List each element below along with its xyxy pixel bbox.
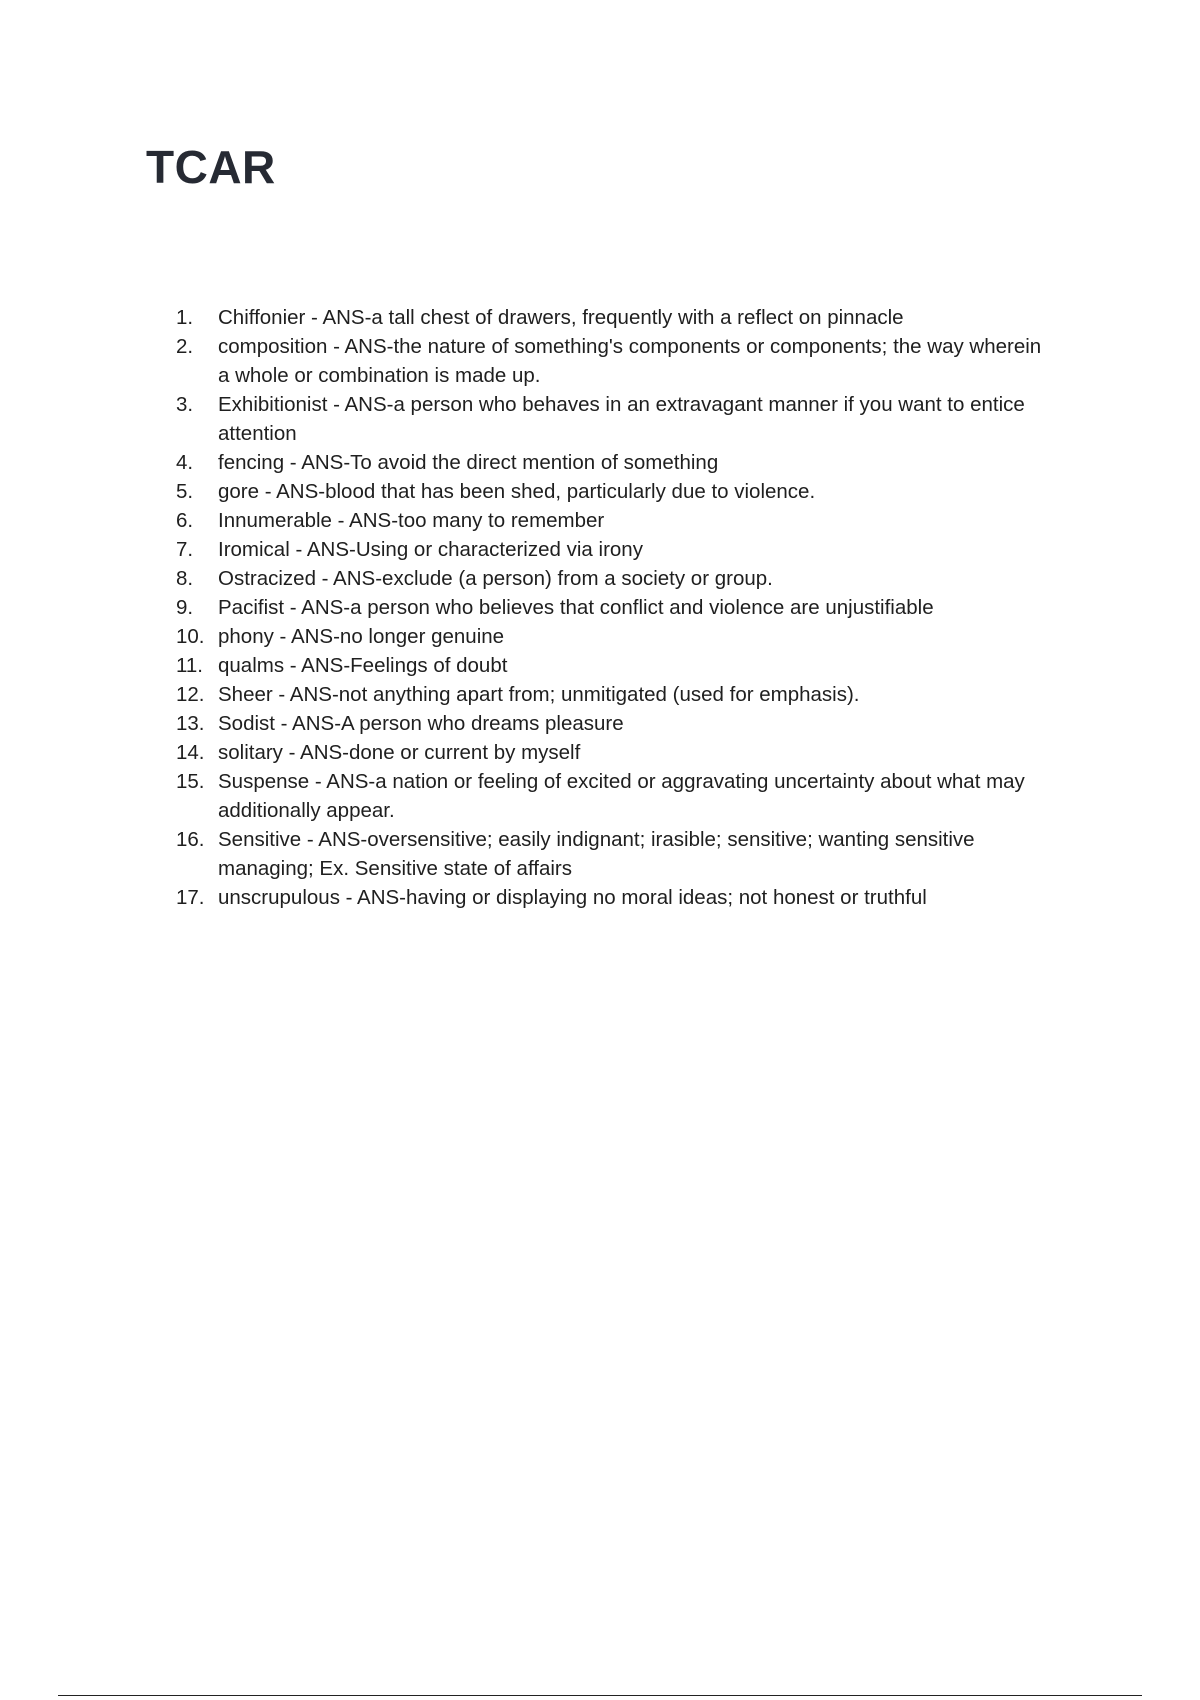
item-text: Suspense - ANS-a nation or feeling of excited or aggravating uncertainty about what may additionally appear. [218, 770, 1025, 822]
item-number: 16. [176, 828, 205, 851]
item-number: 11. [176, 654, 203, 677]
list-item [176, 680, 1056, 709]
item-number: 4. [176, 451, 194, 474]
list-item [176, 303, 1056, 332]
item-text: Iromical - ANS-Using or characterized via irony [218, 538, 643, 561]
item-text: unscrupulous - ANS-having or displaying no moral ideas; not honest or truthful [218, 886, 927, 909]
item-number: 10. [176, 625, 205, 648]
item-number: 1. [176, 306, 194, 329]
glossary-list [176, 303, 1056, 912]
item-text: qualms - ANS-Feelings of doubt [218, 654, 508, 677]
item-text: Exhibitionist - ANS-a person who behaves in an extravagant manner if you want to entice attention [218, 393, 1025, 445]
item-text: solitary - ANS-done or current by myself [218, 741, 581, 764]
list-item [176, 535, 1056, 564]
item-text: phony - ANS-no longer genuine [218, 625, 505, 648]
item-number: 14. [176, 741, 205, 764]
list-item [176, 390, 1056, 448]
list-item [176, 883, 1056, 912]
list-item [176, 767, 1056, 825]
item-number: 3. [176, 393, 194, 416]
item-number: 9. [176, 596, 194, 619]
item-number: 2. [176, 335, 194, 358]
item-text: Chiffonier - ANS-a tall chest of drawers, frequently with a reflect on pinnacle [218, 306, 904, 329]
list-item [176, 622, 1056, 651]
list-item [176, 709, 1056, 738]
item-number: 17. [176, 886, 205, 909]
list-item [176, 651, 1056, 680]
item-number: 5. [176, 480, 194, 503]
list-item [176, 332, 1056, 390]
list-item [176, 738, 1056, 767]
item-text: Sheer - ANS-not anything apart from; unmitigated (used for emphasis). [218, 683, 860, 706]
item-number: 15. [176, 770, 205, 793]
item-text: composition - ANS-the nature of something's components or components; the way wherein a whole or combination is made up. [218, 335, 1042, 387]
list-item [176, 477, 1056, 506]
item-text: Ostracized - ANS-exclude (a person) from a society or group. [218, 567, 773, 590]
document-title: TCAR [146, 141, 276, 193]
item-text: Sensitive - ANS-oversensitive; easily indignant; irasible; sensitive; wanting sensitive managing; Ex. Sensitive state of affairs [218, 828, 975, 880]
list-item [176, 564, 1056, 593]
item-number: 7. [176, 538, 194, 561]
item-text: Sodist - ANS-A person who dreams pleasure [218, 712, 624, 735]
footer-divider [58, 1695, 1142, 1696]
item-number: 13. [176, 712, 205, 735]
list-item [176, 593, 1056, 622]
list-item [176, 506, 1056, 535]
item-number: 6. [176, 509, 194, 532]
item-text: gore - ANS-blood that has been shed, particularly due to violence. [218, 480, 816, 503]
item-text: fencing - ANS-To avoid the direct mention of something [218, 451, 719, 474]
item-text: Pacifist - ANS-a person who believes that conflict and violence are unjustifiable [218, 596, 934, 619]
item-number: 12. [176, 683, 205, 706]
item-text: Innumerable - ANS-too many to remember [218, 509, 605, 532]
list-item [176, 448, 1056, 477]
list-item [176, 825, 1056, 883]
item-number: 8. [176, 567, 194, 590]
